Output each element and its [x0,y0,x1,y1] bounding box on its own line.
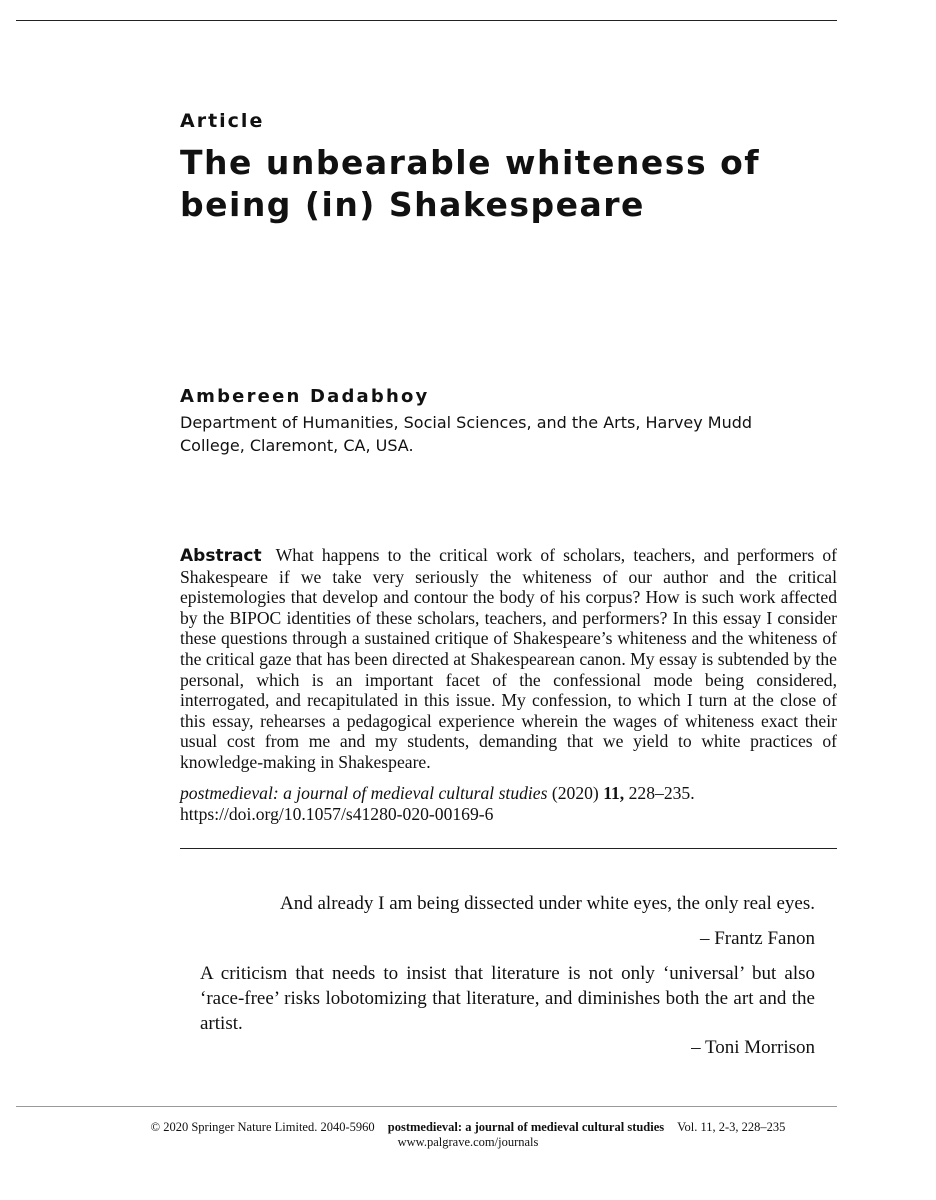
footer-rule [16,1106,837,1107]
abstract-text: What happens to the critical work of scholars, teachers, and performers of Shakespeare if we take very seriously the whiteness of our author and the critical epistemologies that develop and contour the body of his corpus? How is such work affected by the BIPOC identities of these scholars, teachers, and performers? In this essay I consider these questions through a sustained critique of Shakespeare’s whiteness and the whiteness of the critical gaze that has been directed at Shakespearean canon. My essay is subtended by the personal, which is an important facet of the confessional mode being considered, interrogated, and recapitulated in this issue. My confession, to which I turn at the close of this essay, rehearses a pedagogical experience wherein the wages of whiteness exact their usual cost from me and my students, demanding that we yield to white practices of knowledge-making in Shakespeare. [180,545,837,772]
abstract [180,545,837,773]
author-affiliation: Department of Humanities, Social Sciences, and the Arts, Harvey Mudd College, Claremont, CA, USA. [180,413,753,455]
abstract-label: Abstract [180,546,262,566]
citation-doi-link[interactable]: https://doi.org/10.1057/s41280-020-00169-6 [180,803,494,824]
footer-volume: Vol. 11, 2-3, 228–235 [677,1120,786,1134]
footer-copyright: © 2020 Springer Nature Limited. 2040-5960 [150,1120,375,1134]
citation-volume: 11, [603,783,625,803]
top-rule [16,20,837,21]
epigraph-quote: And already I am being dissected under white eyes, the only real eyes. [280,893,815,914]
footer-journal: postmedieval: a journal of medieval cultural studies [387,1120,665,1134]
citation-pages: 228–235. [628,783,695,803]
epigraph-quote: A criticism that needs to insist that literature is not only ‘universal’ but also ‘race-free’ risks lobotomizing that literature, and diminishes both the art and the artist. [200,963,815,1034]
article-title: The unbearable whiteness of being (in) Shakespeare [180,143,761,224]
author-name: Ambereen Dadabhoy [180,386,430,407]
section-divider [180,848,837,849]
footer-url-link[interactable]: www.palgrave.com/journals [397,1135,539,1149]
citation [180,783,837,824]
footer-line [0,1120,936,1135]
citation-journal: postmedieval: a journal of medieval cultural studies [180,783,548,803]
epigraph-attribution: – Frantz Fanon [699,928,815,949]
epigraph-attribution: – Toni Morrison [691,1037,815,1058]
article-type-label: Article [180,110,265,132]
citation-year: (2020) [551,783,599,803]
